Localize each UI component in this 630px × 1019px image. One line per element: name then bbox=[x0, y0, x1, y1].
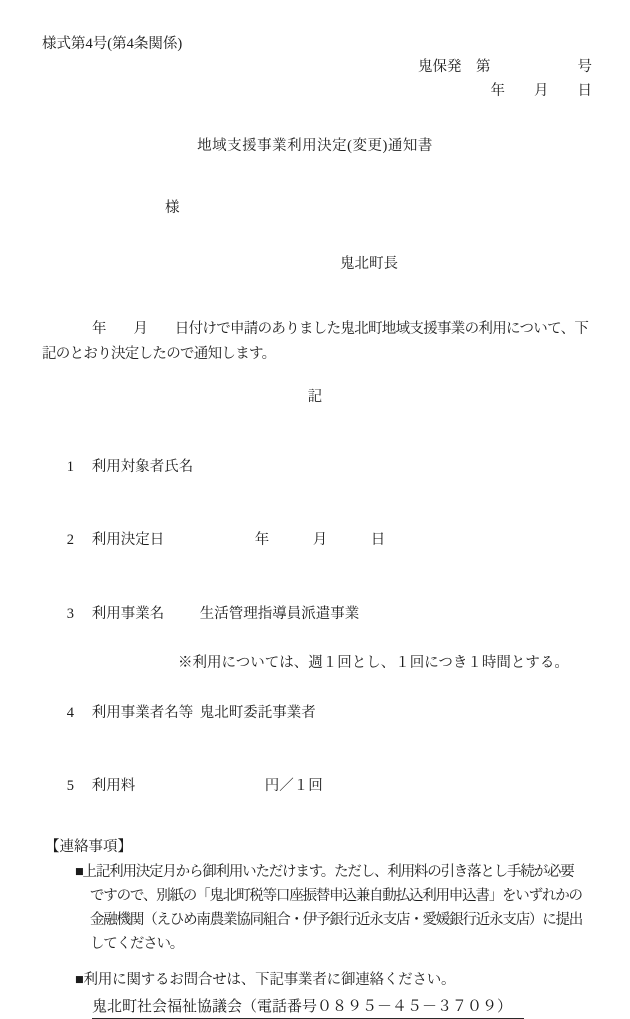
item-label: 利用対象者氏名 bbox=[91, 458, 194, 475]
contact-provider-line bbox=[92, 996, 630, 1019]
decision-items-list bbox=[0, 430, 630, 824]
contact-notes-section bbox=[0, 837, 630, 1019]
item-value: 円／１回 bbox=[264, 778, 323, 795]
item-value: 鬼北町委託事業者 bbox=[199, 704, 316, 721]
issue-date-line: 年 月 日 bbox=[490, 83, 592, 99]
sender-name: 鬼北町長 bbox=[340, 256, 398, 272]
note-line: 金融機関（えひめ南農業協同組合・伊予銀行近永支店・愛媛銀行近永支店）に提出 bbox=[90, 911, 583, 928]
contact-notes-heading: 【連絡事項】 bbox=[45, 838, 132, 855]
item-label: 利用事業者名等 bbox=[91, 704, 194, 721]
item-number: 2 bbox=[66, 532, 74, 549]
ki-marker: 記 bbox=[307, 389, 323, 405]
payment-procedure-note bbox=[0, 860, 630, 956]
item-row-1 bbox=[0, 430, 630, 504]
page-title: 地域支援事業利用決定(変更)通知書 bbox=[197, 138, 433, 154]
item-row-4 bbox=[0, 676, 630, 750]
item-number: 5 bbox=[66, 778, 74, 795]
item-row-2 bbox=[0, 504, 630, 578]
document-page bbox=[0, 34, 630, 1015]
item-value: 生活管理指導員派遣事業 bbox=[199, 606, 360, 623]
note-line: ■上記利用決定月から御利用いただけます。ただし、利用料の引き落とし手続が必要 bbox=[75, 863, 574, 880]
document-issue-number: 鬼保発 第 号 bbox=[418, 59, 592, 75]
item-value: 年 月 日 bbox=[254, 532, 386, 549]
form-number: 様式第4号(第4条関係) bbox=[42, 36, 183, 52]
body-paragraph bbox=[0, 317, 630, 367]
item-label: 利用料 bbox=[91, 778, 136, 795]
item-row-3 bbox=[0, 578, 630, 652]
addressee-line bbox=[165, 198, 630, 219]
item-number: 1 bbox=[66, 458, 74, 475]
addressee-suffix: 様 bbox=[165, 200, 180, 216]
body-line-1: 年 月 日付けで申請のありました鬼北町地域支援事業の利用について、下 bbox=[92, 321, 589, 337]
item-number: 3 bbox=[66, 606, 74, 623]
contact-provider-name-phone: 鬼北町社会福祉協議会（電話番号０８９５－４５－３７０９） bbox=[92, 996, 524, 1019]
item-3-usage-note: ※利用については、週１回とし、１回につき１時間とする。 bbox=[178, 655, 569, 672]
body-line-2: 記のとおり決定したので通知します。 bbox=[42, 346, 276, 362]
item-label: 利用決定日 bbox=[91, 532, 165, 549]
inquiry-note: ■利用に関するお問合せは、下記事業者に御連絡ください。 bbox=[75, 971, 456, 988]
item-row-5 bbox=[0, 750, 630, 824]
note-line: してください。 bbox=[90, 935, 184, 952]
item-number: 4 bbox=[66, 704, 74, 721]
item-label: 利用事業名 bbox=[91, 606, 165, 623]
note-line: ですので、別紙の「鬼北町税等口座振替申込兼自動払込利用申込書」をいずれかの bbox=[90, 887, 582, 904]
